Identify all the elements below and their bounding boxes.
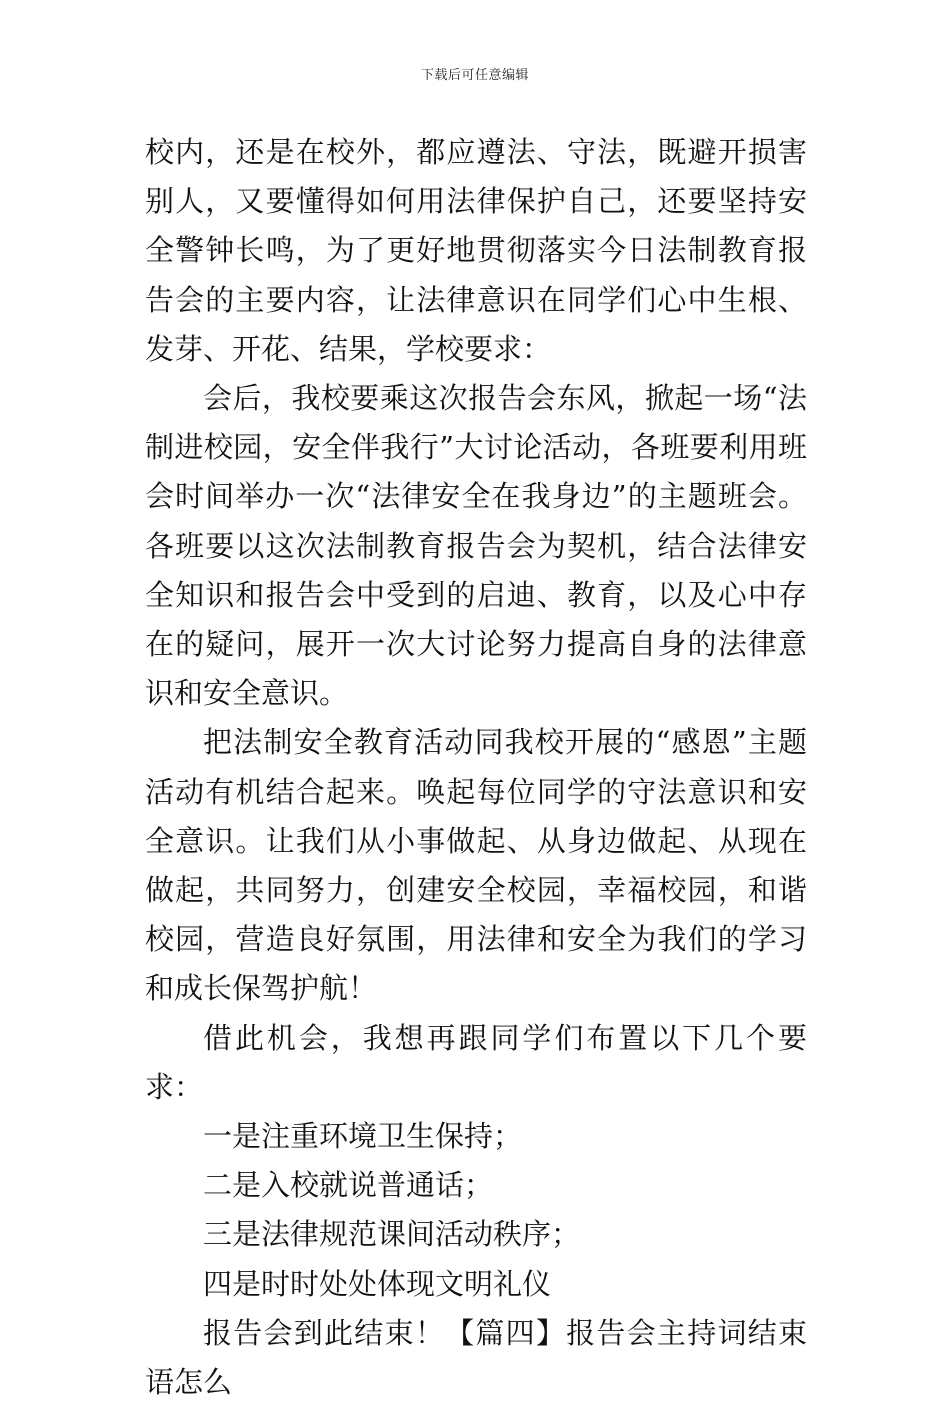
requirement-item-2: 二是入校就说普通话； (203, 1168, 494, 1203)
paragraph-1: 校内，还是在校外，都应遵法、守法，既避开损害别人，又要懂得如何用法律保护自己，还要坚持安全警钟长鸣，为了更好地贯彻落实今日法制教育报告会的主要内容，让法律意识在同学们心中生根、发芽、开花、结果，学校要求： (145, 135, 807, 366)
requirement-item-4: 四是时时处处体现文明礼仪 (203, 1266, 552, 1301)
paragraph-closing: 报告会到此结束！【篇四】报告会主持词结束语怎么 (145, 1315, 807, 1400)
requirement-item-1: 一是注重环境卫生保持； (203, 1119, 523, 1154)
paragraph-4: 借此机会，我想再跟同学们布置以下几个要求： (145, 1020, 807, 1104)
paragraph-2: 会后，我校要乘这次报告会东风，掀起一场“法制进校园，安全伴我行”大讨论活动，各班要利用班会时间举办一次“法律安全在我身边”的主题班会。各班要以这次法制教育报告会为契机，结合法律安全知识和报告会中受到的启迪、教育，以及心中存在的疑问，展开一次大讨论努力提高自身的法律意识和安全意识。 (145, 381, 807, 711)
requirement-item-3: 三是法律规范课间活动秩序； (203, 1217, 581, 1252)
header-note: 下载后可任意编辑 (420, 68, 529, 83)
paragraph-3: 把法制安全教育活动同我校开展的“感恩”主题活动有机结合起来。唤起每位同学的守法意识和安全意识。让我们从小事做起、从身边做起、从现在做起，共同努力，创建安全校园，幸福校园，和谐校园，营造良好氛围，用法律和安全为我们的学习和成长保驾护航！ (145, 725, 807, 1006)
document-body (145, 128, 807, 1407)
